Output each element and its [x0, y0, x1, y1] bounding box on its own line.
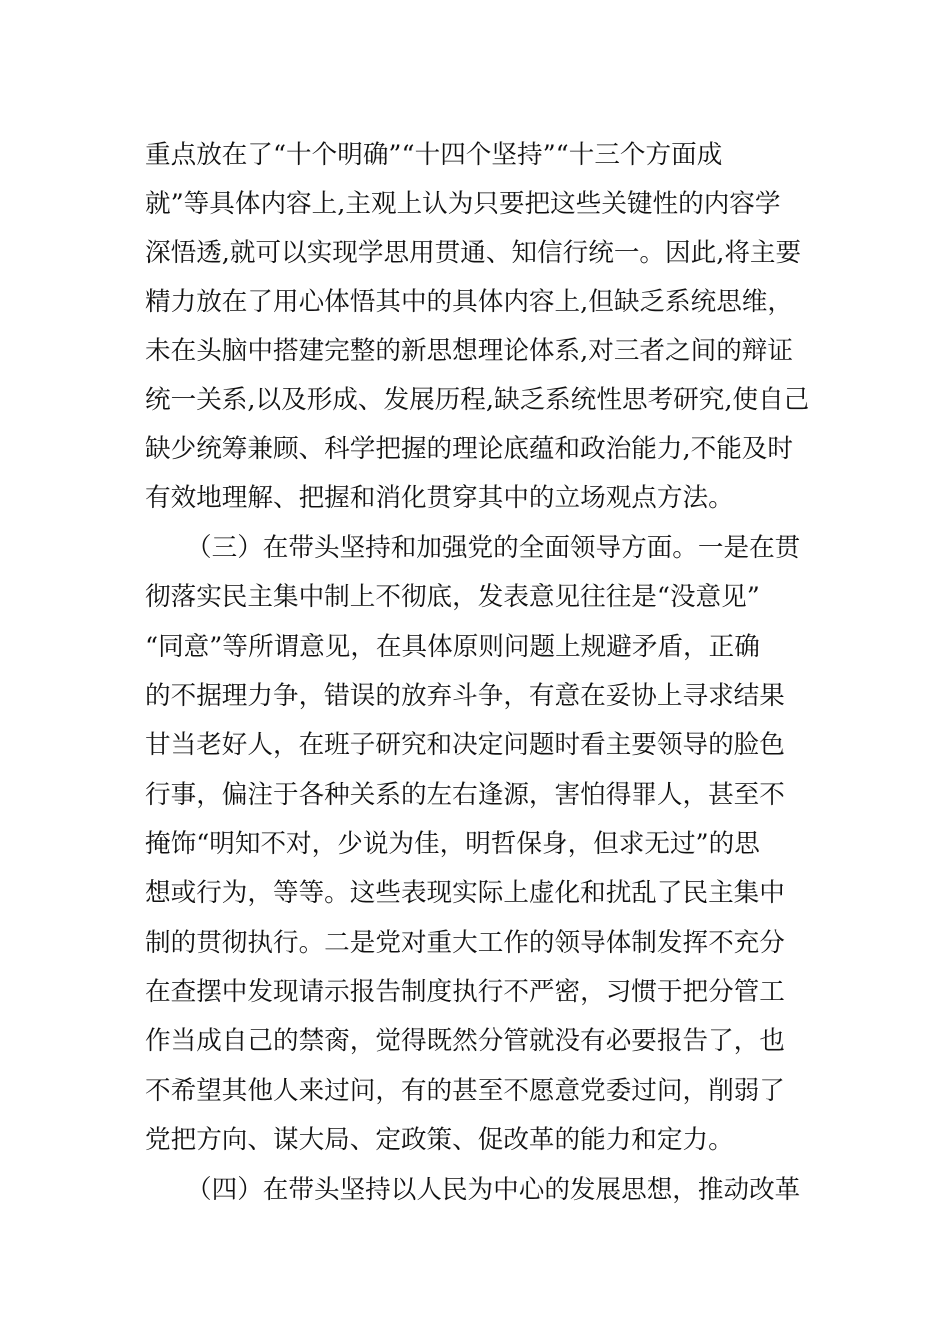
- paragraph-4-first-line: （四）在带头坚持以人民为中心的发展思想，推动改革: [186, 1175, 801, 1205]
- text-line-7: 缺少统筹兼顾、科学把握的理论底蕴和政治能力,不能及时: [145, 434, 793, 464]
- text-line-18: 在查摆中发现请示报告制度执行不严密，习惯于把分管工: [145, 977, 785, 1007]
- text-line-10: 彻落实民主集中制上不彻底，发表意见往往是“没意见”: [145, 582, 760, 612]
- text-line-11: “同意”等所谓意见，在具体原则问题上规避矛盾，正确: [145, 632, 760, 662]
- text-line-1: 重点放在了“十个明确”“十四个坚持”“十三个方面成: [145, 140, 723, 170]
- text-line-14: 行事，偏注于各种关系的左右逢源，害怕得罪人，甚至不: [145, 780, 785, 810]
- text-line-2: 就”等具体内容上,主观上认为只要把这些关键性的内容学: [145, 189, 781, 219]
- text-line-6: 统一关系,以及形成、发展历程,缺乏系统性思考研究,使自己: [145, 385, 810, 415]
- text-line-13: 甘当老好人，在班子研究和决定问题时看主要领导的脸色: [145, 730, 785, 760]
- text-line-3: 深悟透,就可以实现学思用贯通、知信行统一。因此,将主要: [145, 238, 802, 268]
- text-line-21: 党把方向、谋大局、定政策、促改革的能力和定力。: [145, 1125, 734, 1155]
- text-line-17: 制的贯彻执行。二是党对重大工作的领导体制发挥不充分: [145, 928, 785, 958]
- text-line-8: 有效地理解、把握和消化贯穿其中的立场观点方法。: [145, 483, 734, 513]
- paragraph-3-first-line: （三）在带头坚持和加强党的全面领导方面。一是在贯: [186, 533, 801, 563]
- text-line-15: 掩饰“明知不对，少说为佳，明哲保身，但求无过”的思: [145, 829, 760, 859]
- text-line-12: 的不据理力争，错误的放弃斗争，有意在妥协上寻求结果: [145, 681, 785, 711]
- text-line-19: 作当成自己的禁脔，觉得既然分管就没有必要报告了，也: [145, 1026, 785, 1056]
- text-line-16: 想或行为，等等。这些表现实际上虚化和扰乱了民主集中: [145, 878, 785, 908]
- text-line-20: 不希望其他人来过问，有的甚至不愿意党委过问，削弱了: [145, 1076, 785, 1106]
- text-line-4: 精力放在了用心体悟其中的具体内容上,但缺乏系统思维，: [145, 287, 793, 317]
- text-line-5: 未在头脑中搭建完整的新思想理论体系,对三者之间的辩证: [145, 336, 793, 366]
